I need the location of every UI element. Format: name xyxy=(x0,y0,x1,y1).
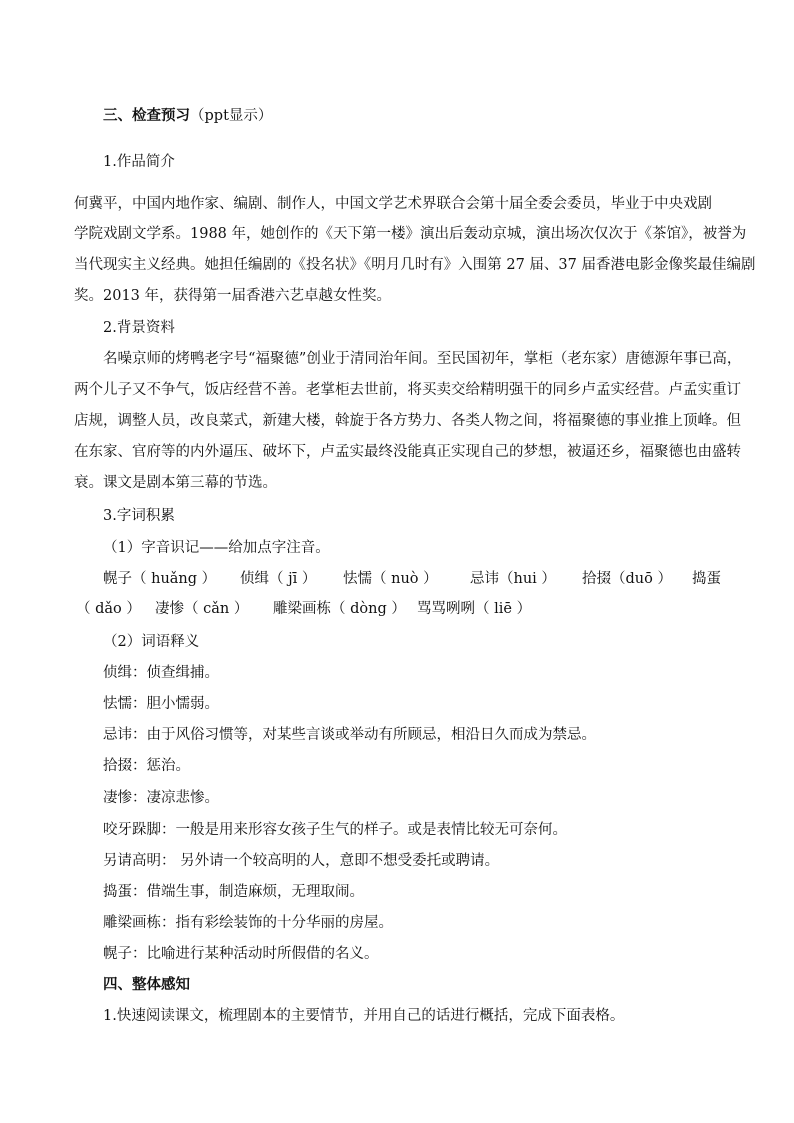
section4-title: 四、整体感知 xyxy=(103,976,190,993)
s2-para-line: 两个儿子又不争气，饭店经营不善。老掌柜去世前，将买卖交给精明强干的同乡卢孟实经营。卢孟实重订 xyxy=(74,382,741,398)
pinyin-item: 骂骂咧咧（ liē ） xyxy=(417,601,532,617)
s1-para-line: 学院戏剧文学系。1988 年，她创作的《天下第一楼》演出后轰动京城，演出场次仅次于《茶馆》，被誉为 xyxy=(74,226,747,242)
s2-para-line: 店规，调整人员，改良菜式，新建大楼，斡旋于各方势力、各类人物之间，将福聚德的事业推上顶峰。但 xyxy=(74,413,741,429)
pinyin-item: 捣蛋 xyxy=(692,571,721,587)
pinyin-item: （ dǎo ） xyxy=(76,601,141,617)
definition-line: 侦缉：侦查缉捕。 xyxy=(103,665,219,681)
section3-note: （ppt显示） xyxy=(190,108,273,124)
definition-line: 雕梁画栋：指有彩绘装饰的十分华丽的房屋。 xyxy=(103,915,393,931)
pinyin-row-2 xyxy=(0,597,794,619)
s1-para-line: 何冀平，中国内地作家、编剧、制作人，中国文学艺术界联合会第十届全委会委员，毕业于中央戏剧 xyxy=(74,196,712,212)
pinyin-item: 忌讳（hui ） xyxy=(470,571,556,587)
definition-line: 怯懦：胆小懦弱。 xyxy=(103,696,219,712)
s2-para-line: 衰。课文是剧本第三幕的节选。 xyxy=(74,475,277,491)
section4-item1: 1.快速阅读课文，梳理剧本的主要情节，并用自己的话进行概括，完成下面表格。 xyxy=(103,1008,625,1024)
pinyin-item: 拾掇（duō ） xyxy=(582,571,672,587)
s2-title: 2.背景资料 xyxy=(103,320,175,336)
s1-title: 1.作品简介 xyxy=(103,154,175,170)
pinyin-row-1 xyxy=(0,567,794,589)
s1-para-line: 奖。2013 年，获得第一届香港六艺卓越女性奖。 xyxy=(74,288,392,304)
pinyin-item: 侦缉（ jī ） xyxy=(240,571,317,587)
s3-title: 3.字词积累 xyxy=(103,508,175,524)
pinyin-item: 凄惨（ cǎn ） xyxy=(155,601,249,617)
section3-heading xyxy=(103,104,272,125)
s2-para-line: 在东家、官府等的内外逼压、破坏下，卢孟实最终没能真正实现自己的梦想，被逼还乡，福聚德也由盛转 xyxy=(74,444,741,460)
definition-line: 凄惨：凄凉悲惨。 xyxy=(103,790,219,806)
definition-line: 咬牙跺脚：一般是用来形容女孩子生气的样子。或是表情比较无可奈何。 xyxy=(103,822,567,838)
s3-sub2: （2）词语释义 xyxy=(103,634,200,650)
definition-line: 捣蛋：借端生事，制造麻烦，无理取闹。 xyxy=(103,884,364,900)
definition-line: 忌讳：由于风俗习惯等，对某些言谈或举动有所顾忌，相沿日久而成为禁忌。 xyxy=(103,727,596,743)
s2-para-line: 名噪京师的烤鸭老字号“福聚德”创业于清同治年间。至民国初年，掌柜（老东家）唐德源年事已高， xyxy=(103,351,742,367)
pinyin-item: 幌子（ huǎng ） xyxy=(103,571,217,587)
s3-sub1: （1）字音识记——给加点字注音。 xyxy=(103,540,330,556)
pinyin-item: 怯懦（ nuò ） xyxy=(343,571,438,587)
definition-line: 拾掇：惩治。 xyxy=(103,758,190,774)
definition-line: 幌子：比喻进行某种活动时所假借的名义。 xyxy=(103,946,379,962)
section3-title: 三、检查预习 xyxy=(103,107,190,124)
pinyin-item: 雕梁画栋（ dòng ） xyxy=(273,601,406,617)
s1-para-line: 当代现实主义经典。她担任编剧的《投名状》《明月几时有》入围第 27 届、37 届香港电影金像奖最佳编剧 xyxy=(74,257,756,273)
definition-line: 另请高明： 另外请一个较高明的人，意即不想受委托或聘请。 xyxy=(103,853,500,869)
